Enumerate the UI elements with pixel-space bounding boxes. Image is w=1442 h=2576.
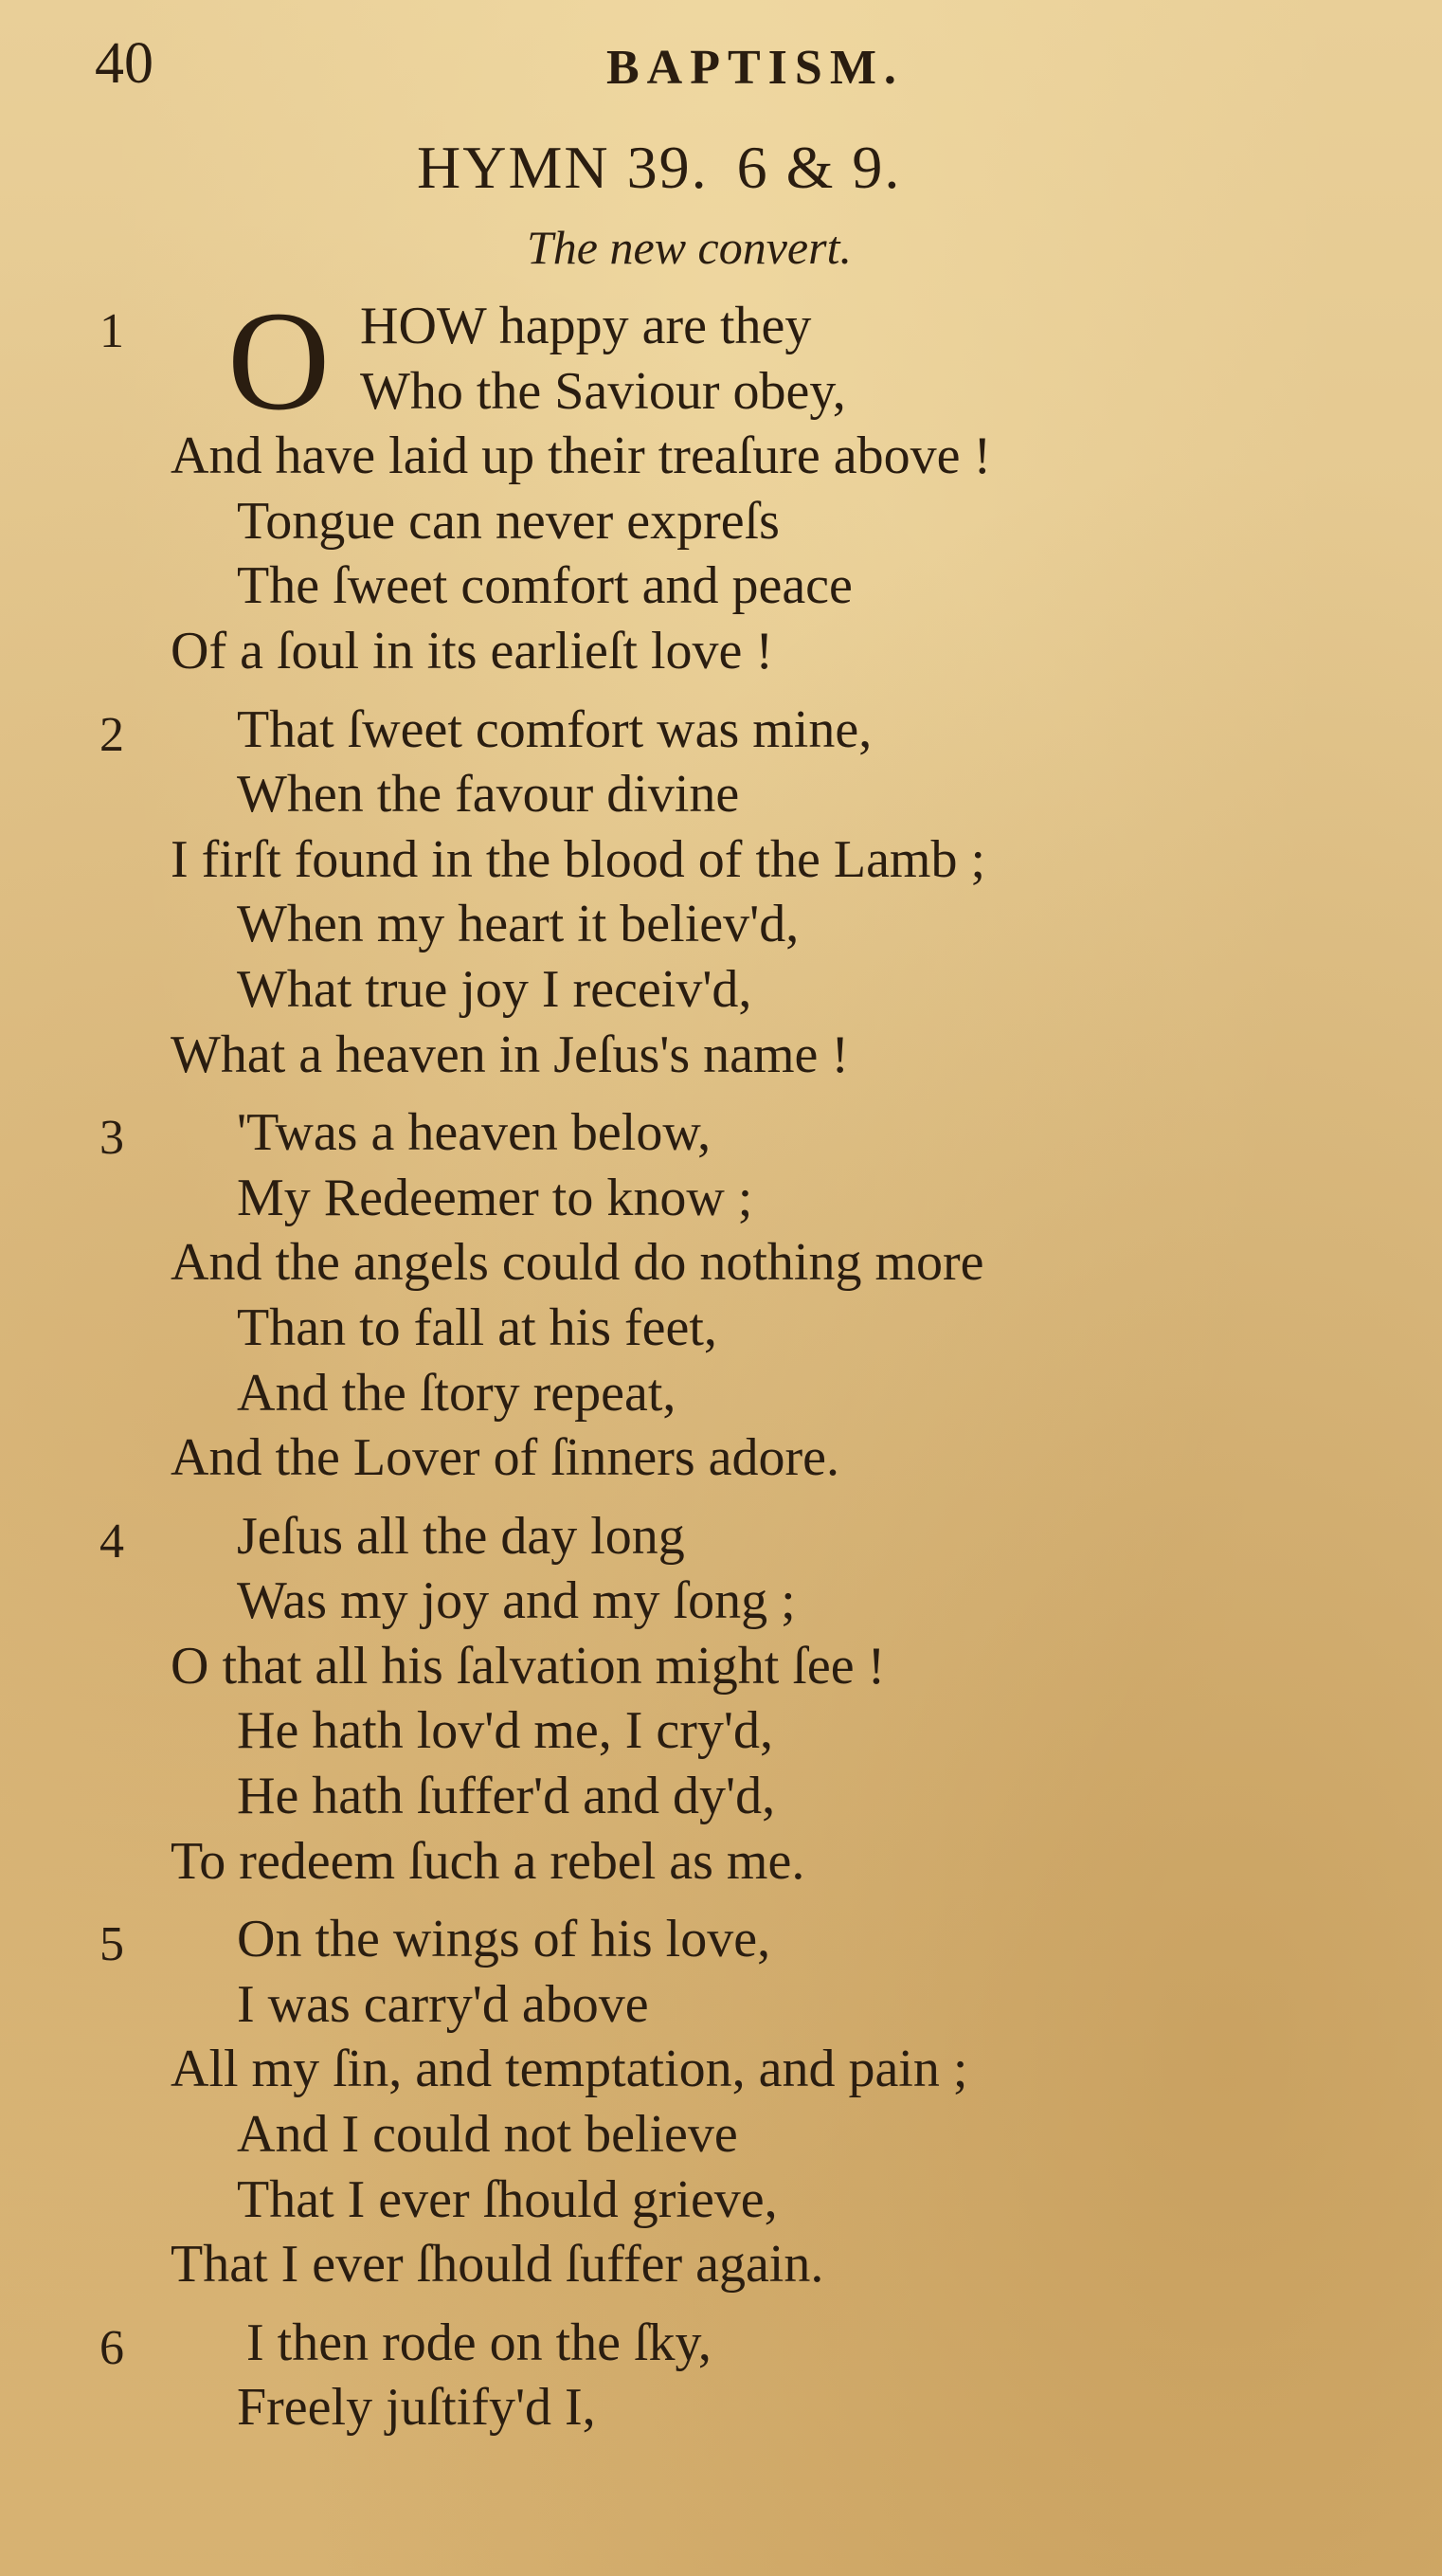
verse-1 xyxy=(0,282,1442,684)
verse-line: Of a ſoul in its earlieſt love ! xyxy=(171,621,774,680)
verse-line: On the wings of his love, xyxy=(237,1910,771,1969)
verse-line: Jeſus all the day long xyxy=(237,1506,685,1566)
verse-6 xyxy=(0,2311,1442,2440)
verse-line: What a heaven in Jeſus's name ! xyxy=(171,1025,850,1084)
verse-number: 3 xyxy=(99,1111,124,1166)
hymn-subtitle: The new convert. xyxy=(527,221,852,274)
verse-line: And I could not believe xyxy=(237,2105,738,2165)
verse-line: That I ever ſhould ſuffer again. xyxy=(171,2235,824,2295)
verse-line: He hath lov'd me, I cry'd, xyxy=(237,1701,774,1761)
running-title: BAPTISM. xyxy=(606,41,904,95)
verse-line: That I ever ſhould grieve, xyxy=(237,2169,778,2229)
hymn-heading xyxy=(417,133,929,203)
verses xyxy=(0,282,1442,2454)
drop-cap: O xyxy=(227,282,331,440)
verse-line: Was my joy and my ſong ; xyxy=(237,1571,796,1631)
verse-number: 4 xyxy=(99,1514,124,1569)
verse-line: What true joy I receiv'd, xyxy=(237,959,752,1019)
hymn-meter: 6 & 9. xyxy=(736,134,902,201)
verse-number: 1 xyxy=(99,304,124,358)
verse-line: I then rode on the ſky, xyxy=(246,2313,712,2372)
verse-line: I firſt found in the blood of the Lamb ; xyxy=(171,829,986,889)
verse-4 xyxy=(0,1504,1442,1895)
verse-line: And the angels could do nothing more xyxy=(171,1233,984,1293)
verse-number: 5 xyxy=(99,1917,124,1972)
hymn-number: HYMN 39. xyxy=(417,134,709,201)
verse-line: Freely juſtify'd I, xyxy=(237,2378,596,2438)
verse-line: He hath ſuffer'd and dy'd, xyxy=(237,1767,776,1826)
verse-line: Who the Saviour obey, xyxy=(360,361,846,421)
verse-line: When the favour divine xyxy=(237,765,740,825)
verse-5 xyxy=(0,1907,1442,2297)
verse-line: O that all his ſalvation might ſee ! xyxy=(171,1636,886,1696)
verse-line: Than to fall at his feet, xyxy=(237,1297,717,1357)
verse-line: 'Twas a heaven below, xyxy=(237,1103,712,1163)
verse-line: Tongue can never expreſs xyxy=(237,491,780,551)
verse-line: My Redeemer to know ; xyxy=(237,1168,753,1227)
verse-line: All my ſin, and temptation, and pain ; xyxy=(171,2040,968,2099)
verse-line: I was carry'd above xyxy=(237,1974,649,2034)
verse-3 xyxy=(0,1100,1442,1491)
verse-line: And have laid up their treaſure above ! xyxy=(171,426,992,486)
verse-line: That ſweet comfort was mine, xyxy=(237,699,873,759)
running-head xyxy=(0,21,1442,97)
verse-2 xyxy=(0,698,1442,1088)
verse-line: The ſweet comfort and peace xyxy=(237,556,853,616)
verse-line: And the Lover of ſinners adore. xyxy=(171,1428,839,1488)
verse-line: When my heart it believ'd, xyxy=(237,895,800,954)
verse-line: HOW happy are they xyxy=(360,297,812,355)
page-number: 40 xyxy=(95,31,153,96)
verse-number: 2 xyxy=(99,707,124,762)
verse-line: And the ſtory repeat, xyxy=(237,1363,676,1423)
verse-line: To redeem ſuch a rebel as me. xyxy=(171,1831,805,1891)
verse-number: 6 xyxy=(99,2320,124,2375)
